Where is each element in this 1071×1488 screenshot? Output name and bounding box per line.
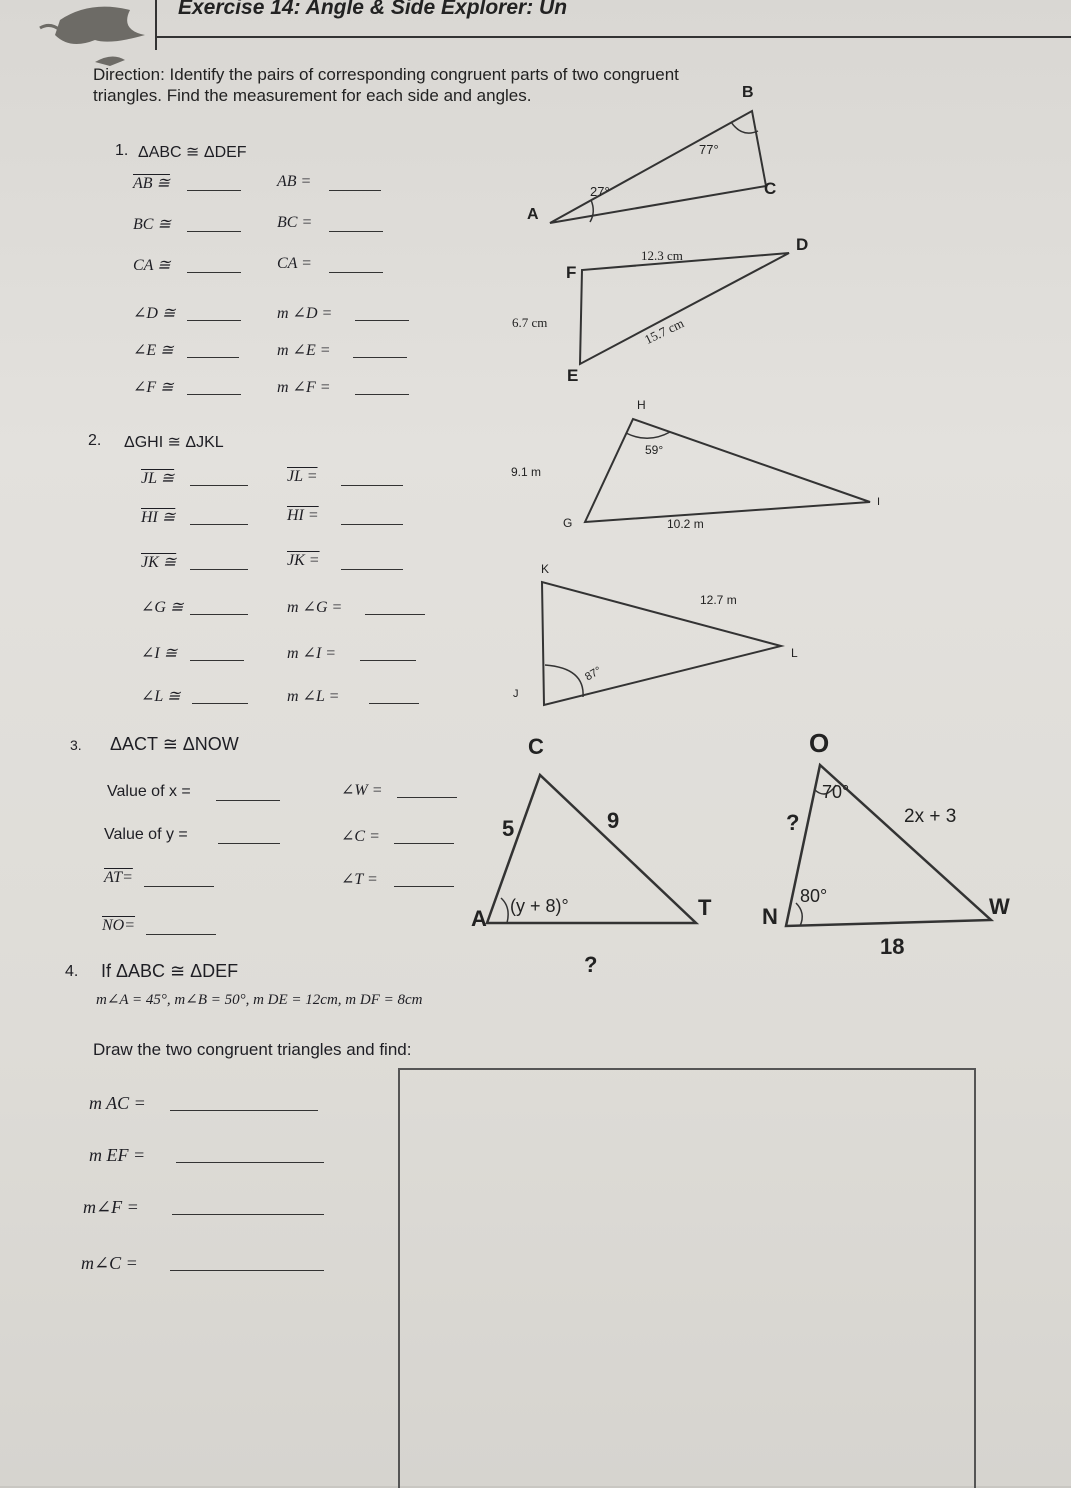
side-ca-length: 5	[502, 816, 515, 841]
angle-n-value: 80°	[800, 886, 828, 906]
q4-row: m AC =	[89, 1093, 146, 1113]
answer-blank[interactable]	[170, 1096, 318, 1116]
vertex-c-label: C	[528, 734, 544, 759]
side-gh-length: 9.1 m	[511, 465, 542, 479]
q2-row-left: ∠I ≅	[141, 645, 178, 662]
q3-row-right: ∠W =	[341, 782, 383, 799]
triangle-jkl	[542, 582, 781, 705]
vertex-g-label: G	[563, 516, 573, 530]
q2-row-right: JL =	[287, 468, 318, 485]
angle-a-expression: (y + 8)°	[510, 896, 569, 916]
q3-row-left: Value of x =	[107, 783, 191, 800]
q1-row-left: ∠D ≅	[133, 305, 176, 322]
side-fe-length: 6.7 cm	[512, 315, 548, 330]
q3-row-right: ∠C =	[341, 828, 380, 845]
side-kl-length: 12.7 m	[700, 593, 737, 607]
worksheet-title: Exercise 14: Angle & Side Explorer: Un	[178, 0, 568, 19]
vertex-n-label: N	[762, 904, 778, 929]
vertex-l-label: L	[791, 646, 798, 660]
vertex-d-label: D	[796, 235, 809, 254]
q1-row-right: BC =	[277, 214, 313, 231]
side-no-unknown: ?	[786, 810, 800, 835]
q2-row-left: ∠L ≅	[141, 688, 181, 705]
vertex-k-label: K	[541, 562, 550, 576]
q1-row-right: CA =	[277, 255, 312, 272]
q2-row-right: m ∠L =	[287, 688, 340, 705]
side-fd-length: 12.3 cm	[641, 248, 683, 263]
vertex-b-label: B	[742, 84, 754, 101]
q4-row: m∠F =	[83, 1197, 139, 1217]
answer-blank[interactable]	[176, 1148, 324, 1168]
answer-blank[interactable]	[172, 1200, 324, 1220]
q4-statement: If ΔABC ≅ ΔDEF	[101, 961, 239, 981]
answer-blank[interactable]	[170, 1256, 324, 1276]
vertex-j-label: J	[513, 688, 519, 700]
q1-row-left: AB ≅	[133, 175, 170, 192]
q2-row-right: m ∠G =	[287, 599, 343, 616]
q1-row-right: m ∠D =	[277, 305, 333, 322]
q1-row-left: ∠E ≅	[133, 342, 174, 359]
q2-statement: ΔGHI ≅ ΔJKL	[124, 434, 224, 451]
triangle-def	[580, 253, 789, 364]
q3-row-right: ∠T =	[341, 871, 378, 888]
vertex-a-label: A	[527, 206, 539, 223]
q1-statement: ΔABC ≅ ΔDEF	[138, 144, 247, 161]
angle-h-value: 59°	[645, 443, 664, 457]
side-ed-length: 15.7 cm	[641, 315, 687, 348]
q2-row-left: ∠G ≅	[141, 599, 184, 616]
triangle-abc	[550, 111, 766, 223]
q4-row: m∠C =	[81, 1253, 138, 1273]
angle-b-value: 77°	[699, 142, 719, 157]
vertex-h-label: H	[637, 398, 646, 412]
q1-row-left: BC ≅	[133, 216, 171, 233]
vertex-i-label: I	[877, 496, 881, 508]
q1-row-left: CA ≅	[133, 257, 171, 274]
q2-number: 2.	[88, 432, 102, 449]
q2-row-left: JL ≅	[141, 470, 175, 487]
side-gi-length: 10.2 m	[667, 517, 704, 531]
q1-number: 1.	[115, 142, 129, 159]
q3-row-left: Value of y =	[104, 826, 188, 843]
side-nw-length: 18	[880, 934, 905, 959]
side-ct-length: 9	[607, 808, 620, 833]
q2-row-left: JK ≅	[141, 554, 177, 571]
side-at-unknown: ?	[584, 952, 598, 977]
q2-row-right: JK =	[287, 552, 320, 569]
vertex-c-label: C	[764, 179, 777, 198]
side-ow-expression: 2x + 3	[904, 806, 957, 827]
q1-row-left: ∠F ≅	[133, 379, 174, 396]
vertex-f-label: F	[566, 263, 577, 282]
direction-line-2: triangles. Find the measurement for each side and angles.	[93, 86, 532, 105]
angle-a-arc	[590, 200, 593, 222]
angle-j-arc	[545, 665, 583, 697]
q4-number: 4.	[65, 963, 79, 980]
drawing-box[interactable]	[398, 1068, 976, 1488]
angle-a-arc	[501, 898, 508, 923]
q3-row-left: NO=	[102, 917, 136, 934]
vertex-o-label: O	[809, 728, 830, 758]
angle-h-arc	[626, 432, 670, 438]
q4-instruction: Draw the two congruent triangles and find:	[93, 1040, 412, 1059]
direction-line-1: Direction: Identify the pairs of corresponding congruent parts of two congruent	[93, 65, 679, 84]
q1-row-right: AB =	[277, 173, 312, 190]
angle-a-value: 27°	[590, 184, 610, 199]
q2-row-right: HI =	[287, 507, 319, 524]
q1-row-right: m ∠F =	[277, 379, 331, 396]
q3-row-left: AT=	[104, 869, 133, 886]
angle-j-value: 87°	[583, 664, 604, 684]
vertex-t-label: T	[698, 895, 712, 920]
vertex-a-label: A	[471, 906, 487, 931]
q2-row-left: HI ≅	[141, 509, 176, 526]
q1-row-right: m ∠E =	[277, 342, 331, 359]
q3-statement: ΔACT ≅ ΔNOW	[110, 734, 239, 754]
q2-row-right: m ∠I =	[287, 645, 337, 662]
q3-number: 3.	[70, 737, 82, 753]
vertex-e-label: E	[567, 366, 579, 385]
q4-row: m EF =	[89, 1145, 146, 1165]
angle-o-value: 70°	[822, 782, 850, 802]
vertex-w-label: W	[989, 894, 1010, 919]
q4-given: m∠A = 45°, m∠B = 50°, m DE = 12cm, m DF = 8cm	[96, 992, 423, 1008]
